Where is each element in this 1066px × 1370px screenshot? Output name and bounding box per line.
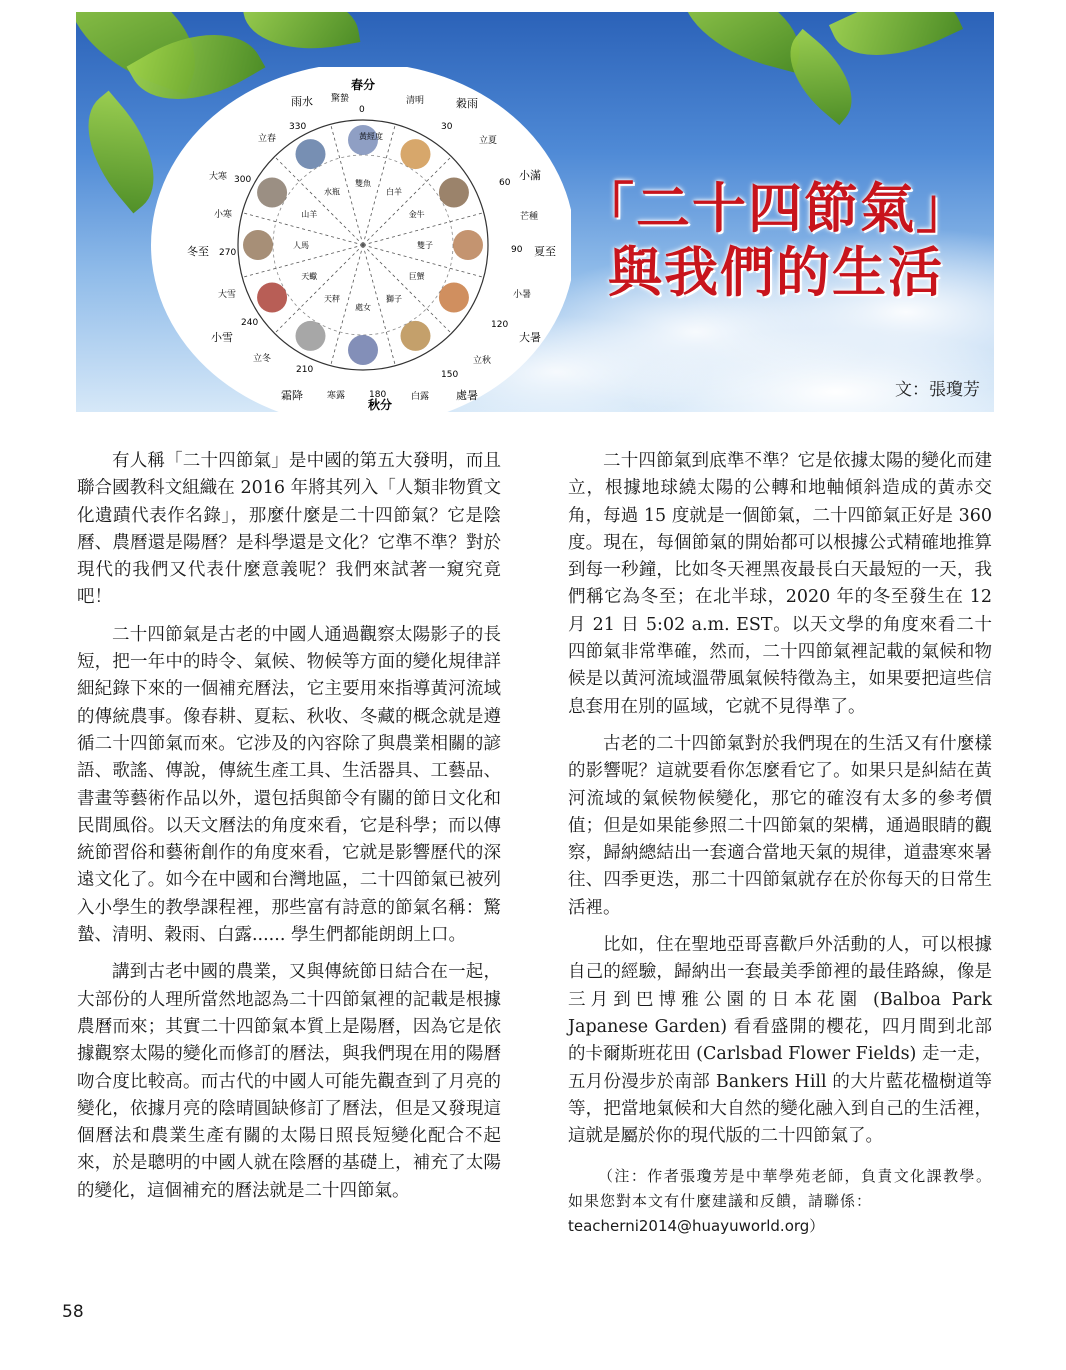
- solar-terms-zodiac-wheel: [131, 67, 571, 412]
- term-label: 大雪: [218, 290, 237, 300]
- degree-label: 300: [234, 175, 252, 185]
- left-column: [77, 448, 501, 1215]
- term-label: 雨水: [291, 95, 313, 108]
- term-label: 白露: [411, 392, 430, 402]
- term-label: 小雪: [211, 331, 233, 344]
- wheel-top-label: 春分: [350, 78, 376, 92]
- degree-label: 90: [511, 245, 523, 255]
- paragraph: 二十四節氣是古老的中國人通過觀察太陽影子的長短，把一年中的時令、氣候、物候等方面的變化規律詳細紀錄下來的一個補充曆法，它主要用來指導黃河流域的傳統農事。像春耕、夏耘、秋收、冬藏的概念就是遵循二十四節氣而來。它涉及的內容除了與農業相關的諺語、歌謠、傳說，傳統生產工具、生活器具、工藝品、書畫等藝術作品以外，還包括與節令有關的節日文化和民間風俗。以天文曆法的角度來看，它是科學；而以傳統節習俗和藝術創作的角度來看，它就是影響歷代的深遠文化了。如今在中國和台灣地區，二十四節氣已被列入小學生的教學課程裡，那些富有詩意的節氣名稱：驚蟄、清明、穀雨、白露...... 學生們都能朗朗上口。: [77, 624, 501, 946]
- term-label: 冬至: [187, 245, 209, 258]
- degree-label: 150: [441, 370, 459, 380]
- zodiac-icon: [257, 178, 287, 208]
- zodiac-label: 處女: [355, 303, 371, 312]
- author-byline: 文：張瓊芳: [895, 380, 980, 400]
- term-label: 大暑: [519, 331, 541, 344]
- term-label: 寒露: [327, 391, 346, 401]
- zodiac-label: 雙魚: [355, 179, 371, 188]
- degree-label: 330: [289, 122, 307, 132]
- paragraph: 二十四節氣到底準不準？它是依據太陽的變化而建立，根據地球繞太陽的公轉和地軸傾斜造成的黃赤交角，每過 15 度就是一個節氣，二十四節氣正好是 360 度。現在，每個節氣的開始都可以根據公式精確地推算到每一秒鐘，比如冬天裡黑夜最長白天最短的一天，我們稱它為冬至；在北半球，2020 年的冬至發生在 12 月 21 日 5:02 a.m. EST。以天文學的角度來看二十四節氣非常準確，然而，二十四節氣裡記載的氣候和物候是以黃河流域溫帶風氣候特徵為主，如果要把這些信息套用在別的區域，它就不見得準了。: [568, 451, 992, 717]
- zodiac-icon: [348, 335, 378, 365]
- wheel-center-label: 黃經度: [359, 132, 383, 141]
- paragraph: 比如，住在聖地亞哥喜歡戶外活動的人，可以根據自己的經驗，歸納出一套最美季節裡的最佳路線，像是三月到巴博雅公園的日本花園 (Balboa Park Japanese Garden) 看看盛開的櫻花，四月間到北部的卡爾斯班花田 (Carlsbad Flower Fields) 走一走，五月份漫步於南部 Bankers Hill 的大片藍花楹樹道等等，把當地氣候和大自然的變化融入到自己的生活裡，這就是屬於你的現代版的二十四節氣了。: [568, 935, 992, 1147]
- zodiac-icon: [439, 283, 469, 313]
- term-label: 處暑: [456, 389, 478, 402]
- degree-label: 60: [499, 178, 511, 188]
- zodiac-label: 水瓶: [324, 187, 340, 197]
- wheel-bottom-label: 秋分: [367, 398, 393, 412]
- page-number: 58: [62, 1302, 84, 1322]
- degree-label: 0: [359, 105, 365, 115]
- zodiac-label: 金牛: [408, 210, 425, 219]
- zodiac-label: 人馬: [293, 241, 309, 250]
- term-label: 芒種: [520, 212, 539, 222]
- term-label: 小寒: [214, 210, 233, 220]
- paragraph: 講到古老中國的農業，又與傳統節日結合在一起，大部份的人理所當然地認為二十四節氣裡的記載是根據農曆而來；其實二十四節氣本質上是陽曆，因為它是依據觀察太陽的變化而修訂的曆法，與我們現在用的陽曆吻合度比較高。而古代的中國人可能先觀查到了月亮的變化，依據月亮的陰晴圓缺修訂了曆法，但是又發現這個曆法和農業生產有關的太陽日照長短變化配合不起來，於是聰明的中國人就在陰曆的基礎上，補充了太陽的變化，這個補充的曆法就是二十四節氣。: [77, 962, 501, 1201]
- zodiac-label: 白羊: [386, 187, 402, 197]
- zodiac-label: 雙子: [417, 241, 433, 250]
- zodiac-icon: [257, 283, 287, 313]
- zodiac-label: 天蠍: [301, 272, 318, 281]
- header-banner: [76, 12, 994, 412]
- term-label: 立夏: [479, 136, 498, 146]
- zodiac-icon: [296, 139, 326, 169]
- title-line-2: 與我們的生活: [608, 241, 944, 304]
- title-line-1: 「二十四節氣」: [580, 177, 972, 240]
- term-label: 穀雨: [456, 97, 478, 110]
- paragraph: 古老的二十四節氣對於我們現在的生活又有什麼樣的影響呢？這就要看你怎麼看它了。如果只是糾結在黃河流域的氣候物候變化，那它的確沒有太多的參考價值；但是如果能參照二十四節氣的架構，通過眼睛的觀察，歸納總結出一套適合當地天氣的規律，道盡寒來暑往、四季更迭，那二十四節氣就存在於你每天的日常生活裡。: [568, 733, 992, 918]
- term-label: 大寒: [209, 172, 228, 182]
- leaf-decoration: [242, 12, 361, 61]
- degree-label: 180: [369, 390, 387, 400]
- zodiac-icon: [243, 230, 273, 260]
- zodiac-icon: [401, 139, 431, 169]
- degree-label: 120: [491, 320, 509, 330]
- degree-label: 270: [219, 248, 237, 258]
- term-label: 清明: [406, 96, 425, 106]
- degree-label: 30: [441, 122, 453, 132]
- term-label: 立冬: [253, 354, 272, 364]
- contact-email[interactable]: teacherni2014@huayuworld.org）: [568, 1217, 825, 1236]
- term-label: 驚蟄: [331, 94, 350, 104]
- term-label: 立春: [258, 134, 277, 144]
- term-label: 小暑: [513, 290, 532, 300]
- note-text: （注：作者張瓊芳是中華學苑老師，負責文化課教學。如果您對本文有什麼建議和反饋，請聯係：: [568, 1167, 992, 1211]
- zodiac-label: 巨蟹: [408, 272, 425, 281]
- zodiac-icon: [453, 230, 483, 260]
- zodiac-label: 天秤: [324, 294, 340, 304]
- zodiac-icon: [439, 178, 469, 208]
- leaf-decoration: [829, 12, 963, 80]
- article-title: [576, 177, 976, 305]
- degree-label: 240: [241, 318, 259, 328]
- zodiac-icon: [401, 321, 431, 351]
- zodiac-label: 獅子: [386, 294, 402, 304]
- degree-label: 210: [296, 365, 314, 375]
- right-column: [568, 448, 992, 1239]
- paragraph: 有人稱「二十四節氣」是中國的第五大發明，而且聯合國教科文組織在 2016 年將其列入「人類非物質文化遺蹟代表作名錄」，那麼什麼是二十四節氣？它是陰曆、農曆還是陽曆？是科學還是文化？它準不準？對於現代的我們又代表什麼意義呢？我們來試著一窺究竟吧！: [77, 451, 501, 608]
- author-note: [568, 1164, 992, 1239]
- term-label: 夏至: [534, 245, 556, 258]
- term-label: 小滿: [519, 169, 541, 182]
- zodiac-label: 山羊: [301, 210, 318, 219]
- term-label: 立秋: [473, 356, 492, 366]
- zodiac-icon: [296, 321, 326, 351]
- term-label: 霜降: [281, 389, 303, 402]
